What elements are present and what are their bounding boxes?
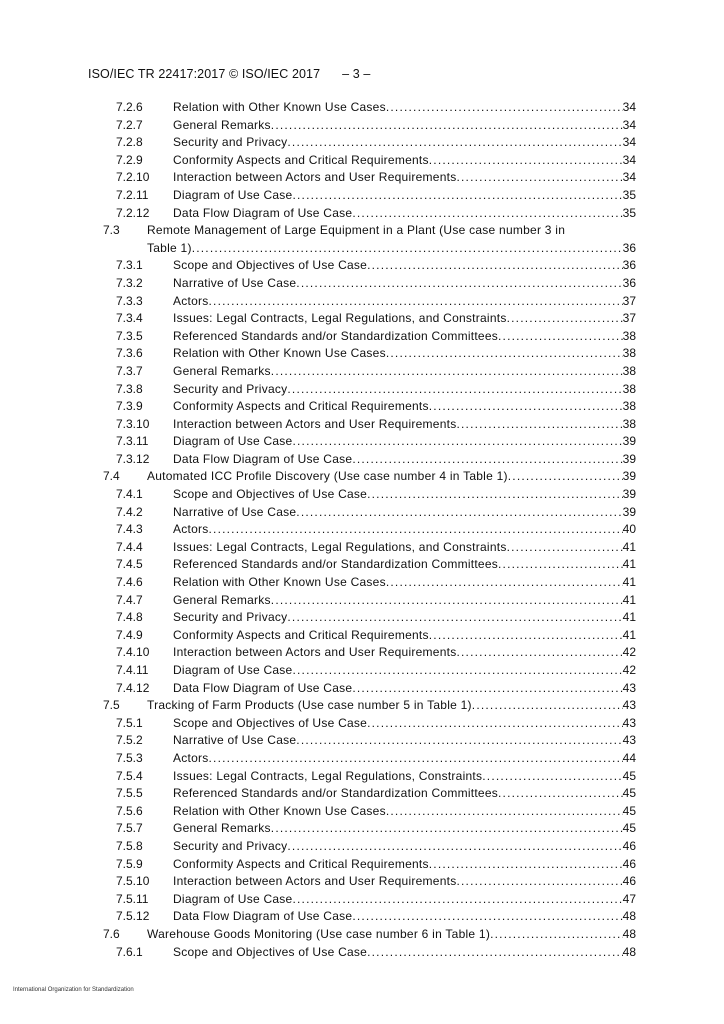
toc-entry[interactable] [0,926,724,944]
toc-entry-line [173,99,636,117]
dot-leader [367,257,623,275]
toc-entry[interactable] [0,732,724,750]
toc-entry-page: 38 [622,328,636,343]
toc-entry-number: 7.5.11 [116,891,149,906]
toc-entry-page: 34 [622,170,636,185]
toc-entry-line [173,820,636,838]
toc-entry-title: Scope and Objectives of Use Case [173,944,368,959]
dot-leader [507,539,623,557]
toc-entry-page: 48 [622,909,636,924]
toc-entry-line [173,856,636,874]
toc-entry-number: 7.6.1 [116,944,143,959]
toc-entry[interactable] [0,169,724,187]
toc-entry-line [147,697,636,715]
page-header [88,67,370,81]
toc-entry[interactable] [0,574,724,592]
toc-entry-line [173,803,636,821]
dot-leader [209,293,623,311]
toc-entry-page: 44 [622,750,636,765]
toc-entry-line [173,644,636,662]
toc-entry-number: 7.5.10 [116,874,150,889]
toc-entry-title: Security and Privacy [173,381,288,396]
toc-entry-line [173,609,636,627]
toc-entry-title: Data Flow Diagram of Use Case [173,909,353,924]
toc-entry-page: 39 [622,469,636,484]
toc-entry-title: Automated ICC Profile Discovery (Use case number 4 in Table 1) [147,469,508,484]
toc-entry[interactable] [0,609,724,627]
toc-entry-line [173,627,636,645]
toc-entry[interactable] [0,768,724,786]
toc-entry-title: Data Flow Diagram of Use Case [173,680,353,695]
toc-entry-title: Warehouse Goods Monitoring (Use case number 6 in Table 1) [147,926,491,941]
toc-entry-number: 7.3.12 [116,451,150,466]
toc-entry-page: 38 [622,416,636,431]
dot-leader [472,697,623,715]
toc-entry-title: Actors [173,750,209,765]
toc-entry-number: 7.3.3 [116,293,143,308]
dot-leader [352,908,622,926]
toc-entry[interactable] [0,398,724,416]
dot-leader [367,486,623,504]
toc-entry-line [173,398,636,416]
dot-leader [209,521,623,539]
toc-entry-line [173,574,636,592]
toc-entry-number: 7.5.3 [116,750,143,765]
toc-entry-line [147,926,636,944]
toc-entry-page: 43 [622,715,636,730]
toc-entry-page: 45 [622,821,636,836]
toc-entry-page: 45 [622,786,636,801]
toc-entry-title: Narrative of Use Case [173,275,297,290]
toc-entry[interactable] [0,222,724,240]
dot-leader [296,275,622,293]
toc-entry-line [147,468,636,486]
toc-entry-number: 7.5.8 [116,838,143,853]
toc-entry-page: 40 [622,522,636,537]
toc-entry-line [173,205,636,223]
toc-entry-title: Diagram of Use Case [173,434,293,449]
dot-leader [287,134,622,152]
toc-entry-title: General Remarks [173,592,271,607]
dot-leader [456,873,622,891]
toc-entry-line [173,785,636,803]
toc-entry-number: 7.2.7 [116,117,143,132]
toc-entry-number: 7.4.6 [116,575,143,590]
toc-entry-page: 41 [622,539,636,554]
toc-entry-page: 39 [622,434,636,449]
toc-entry[interactable] [0,433,724,451]
toc-entry-line [173,134,636,152]
toc-entry-line [173,680,636,698]
toc-entry[interactable] [0,873,724,891]
toc-entry[interactable] [0,662,724,680]
toc-entry[interactable] [0,293,724,311]
toc-entry[interactable] [0,310,724,328]
toc-entry-title: Conformity Aspects and Critical Requirements [173,152,429,167]
toc-entry[interactable] [0,785,724,803]
toc-entry-page: 47 [622,891,636,906]
toc-entry[interactable] [0,556,724,574]
dot-leader [271,592,623,610]
toc-entry-line [173,539,636,557]
dot-leader [498,785,623,803]
dot-leader [498,556,623,574]
toc-entry-number: 7.5.4 [116,768,143,783]
toc-entry-page: 35 [622,205,636,220]
toc-entry-number: 7.4.10 [116,645,150,660]
toc-entry-title: Table 1) [147,240,192,255]
toc-entry-page: 45 [622,768,636,783]
toc-entry-line [173,873,636,891]
toc-entry-title: Security and Privacy [173,135,288,150]
toc-entry-line [173,451,636,469]
toc-entry-line [173,187,636,205]
toc-entry-number: 7.3.7 [116,363,143,378]
dot-leader [386,99,623,117]
toc-entry-title: Diagram of Use Case [173,663,293,677]
toc-entry-page: 41 [622,575,636,590]
toc-entry[interactable] [0,345,724,363]
toc-entry-line [173,117,636,135]
dot-leader [271,363,623,381]
toc-entry-title: Relation with Other Known Use Cases [173,346,386,361]
toc-entry-line [173,662,636,680]
toc-entry-number: 7.2.9 [116,152,143,167]
toc-entry-page: 48 [622,926,636,941]
toc-entry-number: 7.4.9 [116,627,143,642]
toc-entry-line [147,240,636,258]
toc-entry-line [173,486,636,504]
toc-entry-number: 7.4.7 [116,592,143,607]
dot-leader [482,768,622,786]
dot-leader [507,310,623,328]
toc-entry-title: Conformity Aspects and Critical Requirements [173,627,429,642]
toc-entry[interactable] [0,680,724,698]
toc-entry-number: 7.3.11 [116,434,149,449]
toc-entry-title: Diagram of Use Case [173,187,293,202]
toc-entry-line [173,732,636,750]
toc-entry-number: 7.3.2 [116,275,143,290]
toc-entry-number: 7.4.2 [116,504,143,519]
toc-entry-page: 46 [622,874,636,889]
toc-entry-page: 38 [622,381,636,396]
toc-entry-number: 7.3.5 [116,328,143,343]
toc-entry-page: 39 [622,451,636,466]
toc-entry-title: Security and Privacy [173,610,288,625]
toc-entry-number: 7.3.9 [116,399,143,414]
toc-entry-number: 7.2.10 [116,170,150,185]
toc-entry[interactable] [0,944,724,962]
toc-entry-number: 7.4 [103,469,120,484]
dot-leader [429,398,623,416]
toc-entry-page: 42 [622,663,636,677]
toc-entry-title: Tracking of Farm Products (Use case number 5 in Table 1) [147,698,472,713]
toc-entry-page: 38 [622,346,636,361]
toc-entry-line [173,521,636,539]
toc-entry-line [173,257,636,275]
toc-entry-page: 37 [622,293,636,308]
toc-entry-line [173,768,636,786]
toc-entry-title: Diagram of Use Case [173,891,293,906]
toc-entry-title: Interaction between Actors and User Requirements [173,645,457,660]
footer-organization: International Organization for Standardization [13,987,134,993]
dot-leader [287,381,622,399]
toc-entry-title: Interaction between Actors and User Requirements [173,170,457,185]
toc-entry-number: 7.4.1 [116,487,143,502]
toc-entry[interactable] [0,205,724,223]
toc-entry-page: 36 [622,275,636,290]
dot-leader [271,820,623,838]
toc-entry-line [173,433,636,451]
toc-entry[interactable] [0,99,724,117]
toc-entry[interactable] [0,521,724,539]
dot-leader [386,803,623,821]
toc-entry-number: 7.2.12 [116,205,150,220]
toc-entry-page: 43 [622,680,636,695]
toc-entry[interactable] [0,750,724,768]
toc-entry-title: Scope and Objectives of Use Case [173,487,368,502]
toc-entry-title: Interaction between Actors and User Requirements [173,874,457,889]
toc-entry-line [173,169,636,187]
toc-entry-page: 38 [622,399,636,414]
toc-entry-page: 36 [622,258,636,273]
toc-entry-title: General Remarks [173,821,271,836]
document-id: ISO/IEC TR 22417:2017 © ISO/IEC 2017 [88,67,321,81]
toc-entry-number: 7.4.5 [116,557,143,572]
dot-leader [352,451,622,469]
toc-entry-page: 35 [622,187,636,202]
toc-entry-title: Security and Privacy [173,838,288,853]
toc-entry-page: 38 [622,363,636,378]
toc-entry[interactable] [0,451,724,469]
toc-entry-number: 7.5 [103,698,120,713]
toc-entry[interactable] [0,486,724,504]
toc-entry-number: 7.5.2 [116,733,143,748]
toc-entry-continuation[interactable] [0,240,724,258]
toc-entry-title: Actors [173,293,209,308]
toc-entry-page: 46 [622,838,636,853]
toc-entry-line [173,838,636,856]
toc-entry[interactable] [0,592,724,610]
toc-entry[interactable] [0,539,724,557]
toc-entry-line [173,908,636,926]
toc-entry-title-line [147,222,636,240]
toc-entry[interactable] [0,838,724,856]
toc-entry[interactable] [0,820,724,838]
toc-entry-page: 39 [622,487,636,502]
dot-leader [490,926,623,944]
toc-entry-number: 7.2.11 [116,187,149,202]
toc-entry-title: Issues: Legal Contracts, Legal Regulations, and Constraints [173,311,507,326]
toc-entry-title: Conformity Aspects and Critical Requirements [173,856,429,871]
toc-entry-title: Scope and Objectives of Use Case [173,258,368,273]
toc-entry-line [173,293,636,311]
toc-entry[interactable] [0,504,724,522]
toc-entry[interactable] [0,891,724,909]
toc-entry-line [173,504,636,522]
toc-entry-title: Issues: Legal Contracts, Legal Regulations, and Constraints [173,539,507,554]
toc-entry-line [173,416,636,434]
toc-entry-page: 48 [622,944,636,959]
toc-entry-title: Data Flow Diagram of Use Case [173,451,353,466]
toc-entry-title: Interaction between Actors and User Requirements [173,416,457,431]
toc-entry-number: 7.5.7 [116,821,143,836]
toc-entry-page: 43 [622,733,636,748]
toc-entry-number: 7.4.4 [116,539,143,554]
toc-entry-page: 41 [622,557,636,572]
dot-leader [292,891,622,909]
dot-leader [352,680,622,698]
toc-entry-title: Conformity Aspects and Critical Requirements [173,399,429,414]
toc-entry[interactable] [0,363,724,381]
toc-entry-number: 7.5.1 [116,715,143,730]
toc-entry-number: 7.4.8 [116,610,143,625]
dot-leader [292,662,622,680]
toc-entry[interactable] [0,715,724,733]
toc-entry-number: 7.3 [103,223,120,238]
toc-entry-page: 45 [622,803,636,818]
dot-leader [296,732,622,750]
toc-entry-number: 7.5.5 [116,786,143,801]
toc-entry-title: Relation with Other Known Use Cases [173,100,386,114]
toc-entry-page: 46 [622,856,636,871]
toc-entry-page: 42 [622,645,636,660]
toc-entry-title: Narrative of Use Case [173,733,297,748]
toc-entry[interactable] [0,416,724,434]
toc-entry-title: Referenced Standards and/or Standardization Committees [173,328,499,343]
toc-entry[interactable] [0,908,724,926]
toc-entry-page: 34 [622,117,636,132]
toc-entry-page: 43 [622,698,636,713]
dot-leader [456,416,622,434]
toc-entry[interactable] [0,627,724,645]
dot-leader [386,345,623,363]
toc-entry-title: Referenced Standards and/or Standardization Committees [173,557,499,572]
toc-entry-line [173,944,636,962]
toc-entry[interactable] [0,381,724,399]
toc-entry-page: 41 [622,627,636,642]
toc-entry-line [173,152,636,170]
toc-entry-title: Remote Management of Large Equipment in a Plant (Use case number 3 in [147,223,566,238]
toc-entry-title: Relation with Other Known Use Cases [173,803,386,818]
toc-entry-line [173,345,636,363]
toc-entry[interactable] [0,275,724,293]
dot-leader [508,468,623,486]
toc-entry-page: 34 [622,100,636,114]
toc-entry[interactable] [0,803,724,821]
toc-entry-number: 7.3.8 [116,381,143,396]
toc-entry-title: Referenced Standards and/or Standardization Committees [173,786,499,801]
dot-leader [209,750,623,768]
toc-entry-line [173,310,636,328]
dot-leader [429,152,623,170]
toc-entry[interactable] [0,328,724,346]
table-of-contents [0,99,724,961]
dot-leader [456,169,622,187]
toc-entry-number: 7.6 [103,926,120,941]
toc-entry-number: 7.5.6 [116,803,143,818]
dot-leader [292,433,622,451]
toc-entry-title: Data Flow Diagram of Use Case [173,205,353,220]
page-number: – 3 – [342,67,371,81]
toc-entry-line [173,715,636,733]
toc-entry[interactable] [0,117,724,135]
toc-entry-page: 41 [622,592,636,607]
dot-leader [429,856,623,874]
toc-entry[interactable] [0,856,724,874]
toc-entry-title: Issues: Legal Contracts, Legal Regulations, Constraints [173,768,483,783]
toc-entry-number: 7.5.12 [116,909,150,924]
toc-entry-line [173,381,636,399]
toc-entry-page: 34 [622,152,636,167]
toc-entry[interactable] [0,644,724,662]
dot-leader [367,944,623,962]
toc-entry-title: General Remarks [173,117,271,132]
toc-entry-line [173,363,636,381]
toc-entry-line [173,328,636,346]
toc-entry-number: 7.3.4 [116,311,143,326]
toc-entry-page: 37 [622,311,636,326]
toc-entry-number: 7.3.1 [116,258,143,273]
toc-entry-title: Relation with Other Known Use Cases [173,575,386,590]
toc-entry-title: Actors [173,522,209,537]
dot-leader [498,328,623,346]
dot-leader [367,715,623,733]
dot-leader [352,205,622,223]
dot-leader [271,117,623,135]
toc-entry[interactable] [0,257,724,275]
dot-leader [386,574,623,592]
toc-entry-line [173,556,636,574]
toc-entry[interactable] [0,134,724,152]
dot-leader [287,609,622,627]
toc-entry-title: Scope and Objectives of Use Case [173,715,368,730]
toc-entry-title: General Remarks [173,363,271,378]
dot-leader [192,240,623,258]
dot-leader [292,187,622,205]
toc-entry-page: 36 [622,240,636,255]
toc-entry-line [173,891,636,909]
dot-leader [456,644,622,662]
toc-entry-page: 39 [622,504,636,519]
toc-entry[interactable] [0,187,724,205]
toc-entry-line [173,275,636,293]
toc-entry-number: 7.2.6 [116,100,143,114]
dot-leader [429,627,623,645]
toc-entry-number: 7.4.11 [116,663,149,677]
toc-entry-line [173,750,636,768]
toc-entry-number: 7.4.12 [116,680,150,695]
dot-leader [287,838,622,856]
toc-entry-line [173,592,636,610]
toc-entry-title: Narrative of Use Case [173,504,297,519]
toc-entry-page: 41 [622,610,636,625]
toc-entry[interactable] [0,697,724,715]
toc-entry-page: 34 [622,135,636,150]
toc-entry-number: 7.3.10 [116,416,150,431]
toc-entry[interactable] [0,468,724,486]
toc-entry-number: 7.5.9 [116,856,143,871]
toc-entry-number: 7.3.6 [116,346,143,361]
toc-entry-number: 7.4.3 [116,522,143,537]
dot-leader [296,504,622,522]
toc-entry[interactable] [0,152,724,170]
toc-entry-number: 7.2.8 [116,135,143,150]
